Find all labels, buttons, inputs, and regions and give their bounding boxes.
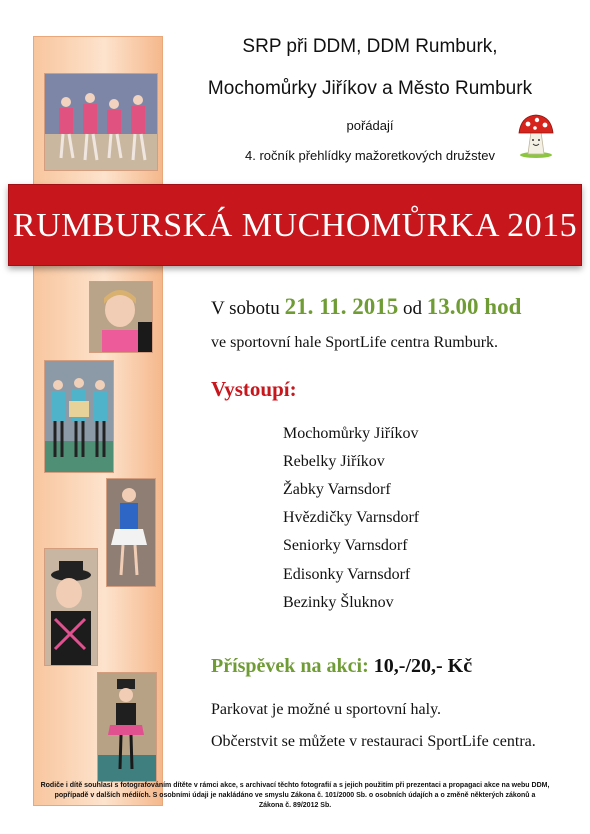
- performer-item: Hvězdičky Varnsdorf: [283, 509, 420, 526]
- event-venue: ve sportovní hale SportLife centra Rumburk.: [211, 334, 499, 351]
- performers-heading: Vystoupí:: [211, 377, 297, 401]
- parking-info: Parkovat je možné u sportovní haly.: [211, 701, 442, 718]
- performer-item: Seniorky Varnsdorf: [283, 537, 408, 554]
- photo-majorette-blue: [106, 478, 156, 587]
- photo-consent-notice: [28, 781, 562, 811]
- photo-majorettes-group: [44, 73, 158, 171]
- fee-value: 10,-/20,- Kč: [373, 655, 473, 677]
- photo-girl-with-hat: [44, 548, 98, 666]
- consent-line: popřípadě v dalších médiích. S osobními údaji je nakládáno ve smyslu Zákona č. 101/2000 Sb. o osobních údajích a o změně některých zákonů a: [54, 792, 536, 799]
- refreshment-info: Občerstvit se můžete v restauraci SportLife centra.: [211, 733, 536, 750]
- photo-majorette-in-hall: [97, 672, 157, 782]
- event-subtitle: 4. ročník přehlídky mažoretkových družstev: [245, 148, 495, 163]
- date-prefix: V sobotu: [211, 298, 280, 319]
- consent-line: Zákona č. 89/2012 Sb.: [258, 802, 332, 809]
- performer-item: Rebelky Jiříkov: [283, 453, 385, 470]
- entry-fee: [211, 655, 472, 678]
- consent-line: Rodiče i dítě souhlasí s fotografováním dítěte v rámci akce, s archivací těchto fotografií a s jejich použitím při prezentaci a propagaci akce na webu DDM,: [40, 782, 550, 789]
- fly-agaric-mushroom-icon: [516, 112, 556, 158]
- photo-team-with-diploma: [44, 360, 114, 473]
- performer-item: Žabky Varnsdorf: [283, 481, 391, 498]
- date-connector: od: [403, 298, 423, 319]
- organizers-line-2: Mochomůrky Jiříkov a Město Rumburk: [207, 78, 533, 99]
- event-title: RUMBURSKÁ MUCHOMŮRKA 2015: [12, 207, 578, 244]
- photo-girl-portrait: [89, 281, 153, 353]
- fee-label: Příspěvek na akci:: [211, 655, 369, 677]
- event-date-line: [211, 294, 521, 320]
- performer-item: Mochomůrky Jiříkov: [283, 425, 419, 442]
- performer-item: Bezinky Šluknov: [283, 594, 394, 611]
- title-banner: [8, 184, 582, 266]
- event-time: 13.00 hod: [426, 294, 522, 319]
- organizers-line-1: SRP při DDM, DDM Rumburk,: [242, 36, 498, 57]
- event-date: 21. 11. 2015: [284, 294, 399, 319]
- performer-item: Edisonky Varnsdorf: [283, 566, 411, 583]
- organize-verb: pořádají: [346, 118, 394, 133]
